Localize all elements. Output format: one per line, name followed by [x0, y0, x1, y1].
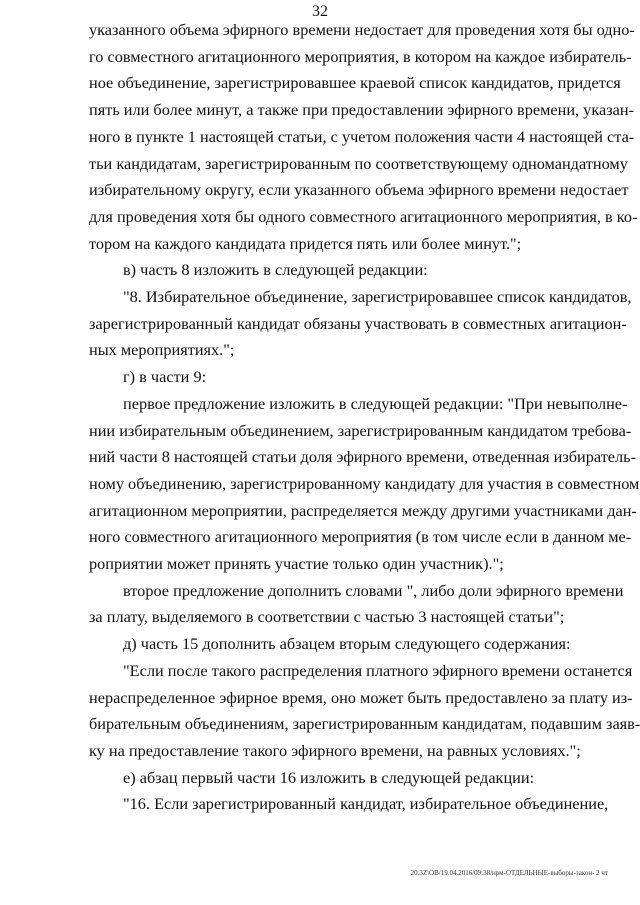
text-line: ного в пункте 1 настоящей статьи, с учетом положения части 4 настоящей ста-: [89, 126, 635, 146]
text-line: ному объединению, зарегистрированному кандидату для участия в совместном: [89, 473, 640, 493]
text-line: "8. Избирательное объединение, зарегистрировавшее список кандидатов,: [123, 287, 632, 307]
text-line: "16. Если зарегистрированный кандидат, избирательное объединение,: [123, 794, 609, 814]
text-line: второе предложение дополнить словами ", либо доли эфирного времени: [123, 580, 624, 600]
text-line: ное объединение, зарегистрировавшее краевой список кандидатов, придется: [89, 73, 621, 93]
text-line: пять или более минут, а также при предоставлении эфирного времени, указан-: [89, 100, 635, 120]
text-line: нераспределенное эфирное время, оно может быть предоставлено за плату из-: [89, 687, 633, 707]
text-line: агитационном мероприятии, распределяется между другими участниками дан-: [89, 500, 637, 520]
text-line: ний части 8 настоящей статьи доля эфирного времени, отведенная избиратель-: [89, 447, 637, 467]
document-body: [89, 17, 640, 818]
text-line: "Если после такого распределения платного эфирного времени останется: [123, 660, 633, 680]
text-line: г) в части 9:: [123, 367, 207, 387]
text-line: для проведения хотя бы одного совместного агитационного мероприятия, в ко-: [89, 206, 638, 226]
text-line: ку на предоставление такого эфирного времени, на равных условиях.";: [89, 740, 581, 760]
body-text: [89, 17, 640, 818]
text-line: ного совместного агитационного мероприятия (в том числе если в данном ме-: [89, 527, 632, 547]
text-line: указанного объема эфирного времени недостает для проведения хотя бы одно-: [89, 20, 635, 39]
text-line: нии избирательным объединением, зарегистрированным кандидатом требова-: [89, 420, 632, 440]
text-line: роприятии может принять участие только один участник).";: [89, 554, 504, 574]
text-line: тьи кандидатам, зарегистрированным по соответствующему одномандатному: [89, 153, 628, 173]
text-line: е) абзац первый части 16 изложить в следующей редакции:: [123, 767, 535, 787]
text-line: зарегистрированный кандидат обязаны участвовать в совместных агитацион-: [89, 313, 627, 333]
text-line: го совместного агитационного мероприятия, в котором на каждое избиратель-: [89, 46, 632, 66]
text-line: ных мероприятиях.";: [89, 340, 235, 360]
page-number: 32: [312, 3, 328, 20]
text-line: в) часть 8 изложить в следующей редакции:: [123, 260, 428, 280]
text-line: тором на каждого кандидата придется пять или более минут.";: [89, 233, 522, 253]
text-line: первое предложение изложить в следующей редакции: "При невыполне-: [123, 393, 628, 413]
text-line: избирательному округу, если указанного объема эфирного времени недостает: [89, 180, 629, 200]
footer-file-stamp: 20.3Z\OB/19.04.2016/09:38/нрм-ОТДЕЛЬНЫЕ-выборы-закон- 2 чт: [410, 869, 608, 877]
text-line: за плату, выделяемого в соответствии с частью 3 настоящей статьи";: [89, 607, 565, 627]
text-line: д) часть 15 дополнить абзацем вторым следующего содержания:: [123, 634, 571, 654]
text-line: бирательным объединениям, зарегистрированным кандидатам, подавшим заяв-: [89, 714, 640, 734]
